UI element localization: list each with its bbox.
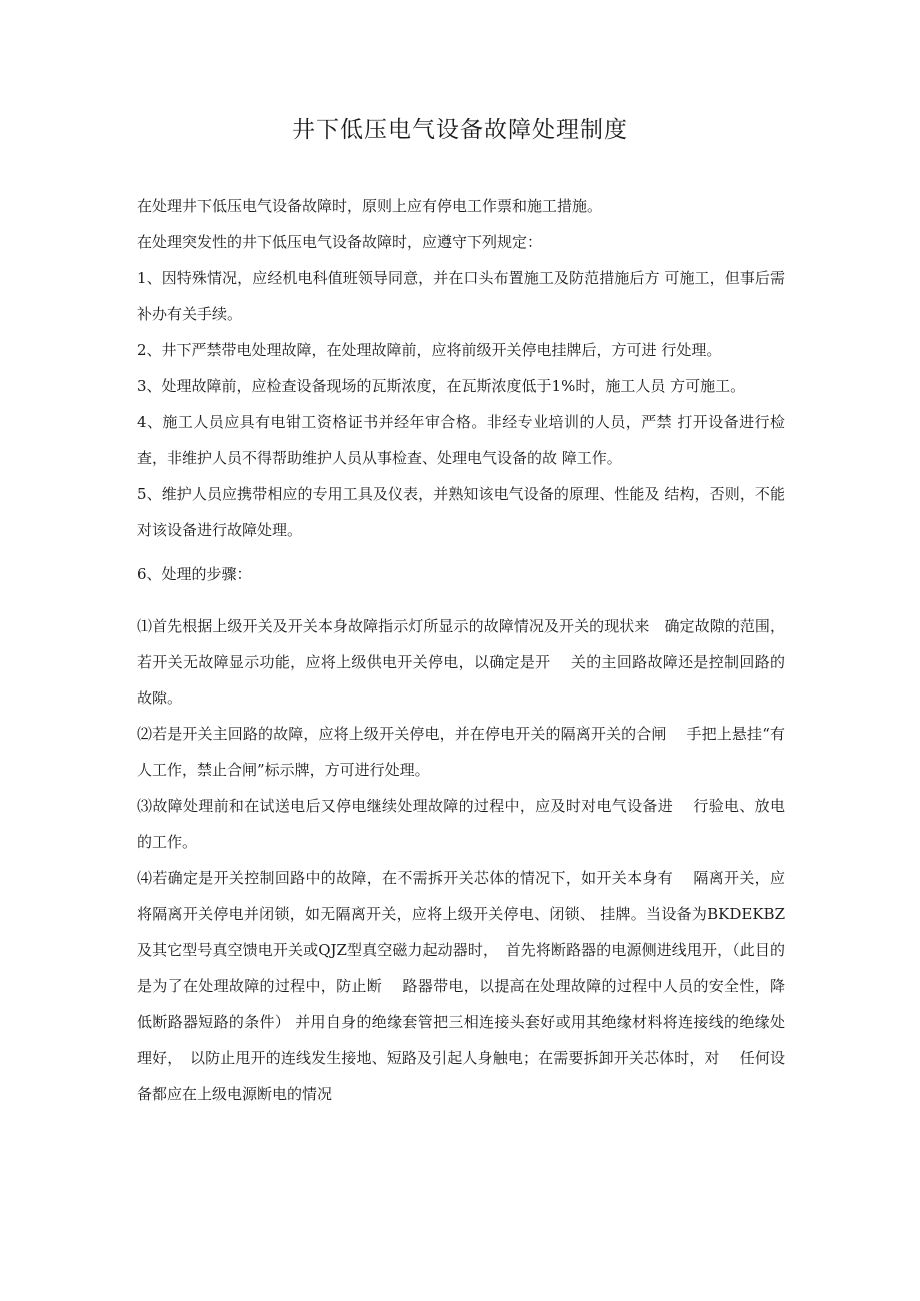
paragraph-step-2: ⑵若是开关主回路的故障，应将上级开关停电，并在停电开关的隔离开关的合闸 手把上悬挂“有人工作，禁止合闸”标示牌，方可进行处理。 — [137, 725, 785, 779]
paragraph-rule-2: 2、井下严禁带电处理故障，在处理故障前，应将前级开关停电挂牌后，方可进 行处理。 — [137, 341, 722, 359]
paragraph-step-4: ⑷若确定是开关控制回路中的故障，在不需拆开关芯体的情况下，如开关本身有 隔离开关，应将隔离开关停电并闭锁，如无隔离开关，应将上级开关停电、闭锁、 挂牌。当设备为BKDEKBZ及其它型号真空馈电开关或QJZ型真空磁力起动器时， 首先将断路器的电源侧进线甩开，（此目的是为了在处理故障的过程中，防止断 路器带电，以提高在处理故障的过程中人员的安全性，降低断路器短路的条件） 并用自身的绝缘套管把三相连接头套好或用其绝缘材料将连接线的绝缘处理好， 以防止甩开的连线发生接地、短路及引起人身触电；在需要拆卸开关芯体时，对 任何设备都应在上级电源断电的情况 — [137, 869, 785, 1103]
document-title: 井下低压电气设备故障处理制度 — [292, 117, 628, 143]
paragraph-step-1: ⑴首先根据上级开关及开关本身故障指示灯所显示的故障情况及开关的现状来 确定故隙的范围，若开关无故障显示功能，应将上级供电开关停电，以确定是开 关的主回路故障还是控制回路的故隙。 — [137, 617, 785, 707]
paragraph-rule-6: 6、处理的步骤： — [137, 565, 252, 583]
paragraph-rule-3: 3、处理故障前，应检查设备现场的瓦斯浓度，在瓦斯浓度低于1%时，施工人员 方可施工。 — [137, 377, 746, 395]
paragraph-rule-4: 4、施工人员应具有电钳工资格证书并经年审合格。非经专业培训的人员，严禁 打开设备进行检查，非维护人员不得帮助维护人员从事检查、处理电气设备的故 障工作。 — [137, 413, 785, 467]
paragraph-rule-1: 1、因特殊情况，应经机电科值班领导同意，并在口头布置施工及防范措施后方 可施工，但事后需补办有关手续。 — [137, 269, 785, 323]
paragraph-intro-1: 在处理井下低压电气设备故障时，原则上应有停电工作票和施工措施。 — [137, 197, 603, 215]
paragraph-intro-2: 在处理突发性的井下低压电气设备故障时，应遵守下列规定： — [137, 233, 543, 251]
paragraph-step-3: ⑶故障处理前和在试送电后又停电继续处理故障的过程中，应及时对电气设备进 行验电、放电的工作。 — [137, 797, 785, 851]
document-body — [137, 188, 785, 1112]
paragraph-rule-5: 5、维护人员应携带相应的专用工具及仪表，并熟知该电气设备的原理、性能及 结构，否则，不能对该设备进行故障处理。 — [137, 485, 785, 539]
